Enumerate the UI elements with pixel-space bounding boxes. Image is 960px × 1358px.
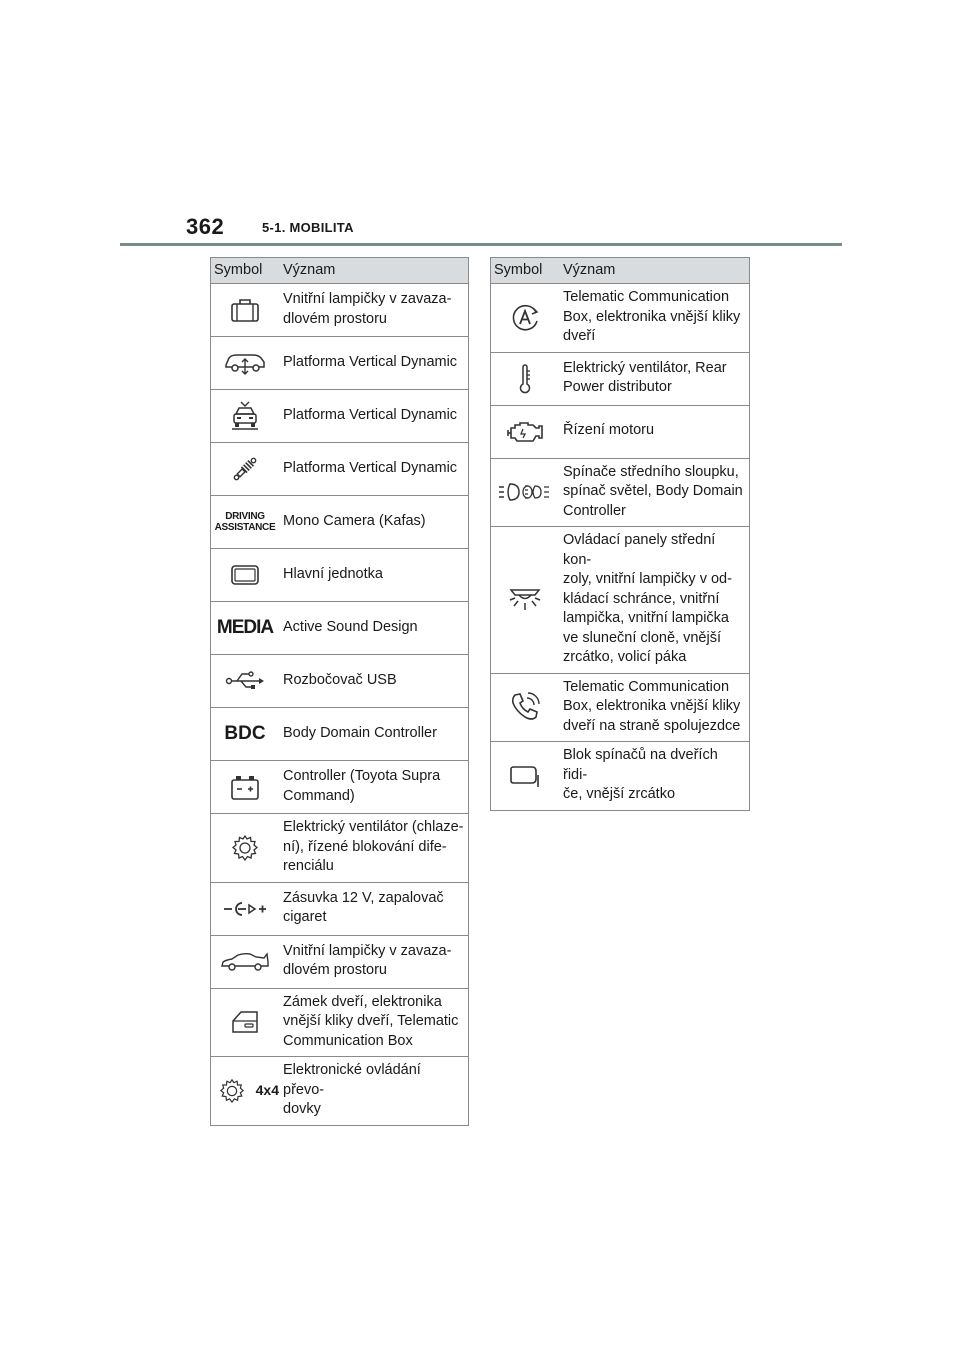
table-row — [491, 284, 750, 353]
table-row — [211, 988, 469, 1057]
door-lock-icon — [211, 988, 280, 1057]
table-row — [211, 814, 469, 883]
header-divider — [120, 243, 842, 246]
row-meaning: Hlavní jednotka — [279, 549, 469, 602]
media-label: MEDIA — [216, 617, 274, 639]
table-row — [211, 549, 469, 602]
table-row — [211, 496, 469, 549]
row-meaning: Rozbočovač USB — [279, 655, 469, 708]
car-trunk-icon — [211, 935, 280, 988]
media-icon — [211, 602, 280, 655]
column-header-meaning: Význam — [279, 258, 469, 284]
driving-assistance-label: DRIVING ASSISTANCE — [214, 511, 276, 533]
car-front-suspension-icon — [211, 390, 280, 443]
row-meaning: Vnitřní lampičky v zavaza- dlovém prostoru — [279, 935, 469, 988]
table-row — [491, 527, 750, 674]
table-row — [211, 761, 469, 814]
page-number: 362 — [186, 214, 225, 239]
column-header-symbol: Symbol — [211, 258, 280, 284]
phone-icon — [491, 673, 560, 742]
table-row — [211, 882, 469, 935]
row-meaning: Elektrický ventilátor (chlaze- ní), řízené blokování dife- renciálu — [279, 814, 469, 883]
luggage-icon — [211, 284, 280, 337]
4x4-label: 4x4 — [255, 1082, 279, 1098]
row-meaning: Elektronické ovládání převo- dovky — [279, 1057, 469, 1126]
row-meaning: Ovládací panely střední kon- zoly, vnitřní lampičky v od- kládací schránce, vnitřní lampička, vnitřní lampička ve sluneční cloně, vnější zrcátko, volicí páka — [559, 527, 750, 674]
row-meaning: Elektrický ventilátor, Rear Power distributor — [559, 352, 750, 405]
headlight-icon — [491, 458, 560, 527]
row-meaning: Řízení motoru — [559, 405, 750, 458]
table-row — [211, 935, 469, 988]
table-row — [491, 673, 750, 742]
table-row — [211, 284, 469, 337]
row-meaning: Platforma Vertical Dynamic — [279, 390, 469, 443]
row-meaning: Zásuvka 12 V, zapalovač cigaret — [279, 882, 469, 935]
engine-icon — [491, 405, 560, 458]
row-meaning: Controller (Toyota Supra Command) — [279, 761, 469, 814]
screen-icon — [211, 549, 280, 602]
row-meaning: Spínače středního sloupku, spínač světel, Body Domain Controller — [559, 458, 750, 527]
row-meaning: Body Domain Controller — [279, 708, 469, 761]
driving-assistance-icon — [211, 496, 280, 549]
row-meaning: Blok spínačů na dveřích řidi- če, vnější zrcátko — [559, 742, 750, 811]
row-meaning: Platforma Vertical Dynamic — [279, 443, 469, 496]
symbol-table-left — [210, 257, 469, 1126]
table-row — [491, 458, 750, 527]
table-row — [211, 655, 469, 708]
usb-icon — [211, 655, 280, 708]
gear-icon — [211, 814, 280, 883]
column-header-symbol: Symbol — [491, 258, 560, 284]
table-row — [491, 742, 750, 811]
row-meaning: Active Sound Design — [279, 602, 469, 655]
table-row — [491, 405, 750, 458]
table-row — [491, 352, 750, 405]
row-meaning: Mono Camera (Kafas) — [279, 496, 469, 549]
table-row — [211, 708, 469, 761]
table-header-row — [211, 258, 469, 284]
interior-light-icon — [491, 527, 560, 674]
battery-icon — [211, 761, 280, 814]
table-row — [211, 337, 469, 390]
row-meaning: Telematic Communication Box, elektronika vnější kliky dveří — [559, 284, 750, 353]
gear-4x4-icon — [211, 1057, 280, 1126]
table-row — [211, 1057, 469, 1126]
bdc-label: BDC — [224, 723, 266, 745]
row-meaning: Vnitřní lampičky v zavaza- dlovém prostoru — [279, 284, 469, 337]
table-header-row — [491, 258, 750, 284]
thermometer-icon — [491, 352, 560, 405]
section-title: 5-1. MOBILITA — [262, 220, 354, 235]
column-header-meaning: Význam — [559, 258, 750, 284]
bdc-icon — [211, 708, 280, 761]
row-meaning: Zámek dveří, elektronika vnější kliky dveří, Telematic Communication Box — [279, 988, 469, 1057]
suv-suspension-icon — [211, 337, 280, 390]
shock-absorber-icon — [211, 443, 280, 496]
symbol-table-right — [490, 257, 750, 811]
power-socket-icon — [211, 882, 280, 935]
mirror-icon — [491, 742, 560, 811]
row-meaning: Platforma Vertical Dynamic — [279, 337, 469, 390]
table-row — [211, 602, 469, 655]
table-row — [211, 443, 469, 496]
row-meaning: Telematic Communication Box, elektronika vnější kliky dveří na straně spolujezdce — [559, 673, 750, 742]
table-row — [211, 390, 469, 443]
auto-circle-icon — [491, 284, 560, 353]
